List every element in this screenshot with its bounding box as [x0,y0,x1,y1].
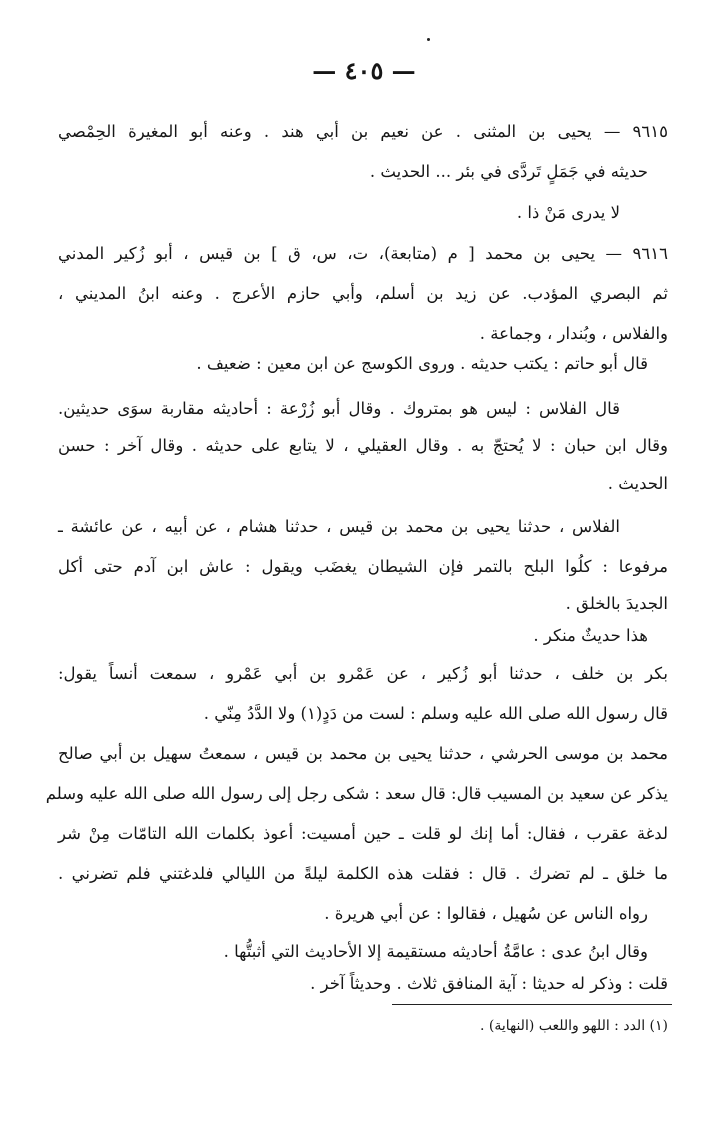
text-line: لا يدرى مَنْ ذا . [516,203,620,222]
text-line: وقال ابنُ عدى : عامَّةُ أحاديثه مستقيمة إلا الأحاديث التي أثبتُّها . [223,942,648,961]
text-line: حديثه في جَمَلٍ تَردَّى في بئر ... الحديث . [369,162,648,181]
text-line: الجديدَ بالخلق . [565,594,668,613]
text-line: قال رسول الله صلى الله عليه وسلم : لست من دَدٍ(١) ولا الدَّدُ مِنّي . [203,704,668,723]
text-line: الفلاس ، حدثنا يحيى بن محمد بن قيس ، حدثنا هشام ، عن أبيه ، عن عائشة ـ [58,517,620,536]
text-line: وقال ابن حبان : لا يُحتجّ به . وقال العقيلي ، لا يتابع على حديثه . وقال آخر : حسن [58,436,668,455]
text-line: ثم البصري المؤدب. عن زيد بن أسلم، وأبي حازم الأعرج . وعنه ابنُ المديني ، [58,284,668,303]
text-line: بكر بن خلف ، حدثنا أبو زُكير ، عن عَمْرو بن أبي عَمْرو ، سمعت أنساً يقول: [58,664,668,683]
text-line: هذا حديثٌ منكر . [533,626,648,645]
page-number: — ٤٠٥ — [312,56,416,85]
text-line: ٩٦١٦ — يحيى بن محمد [ م (متابعة)، ت، س، ق ] بن قيس ، أبو زُكير المدني [58,244,668,263]
text-line: محمد بن موسى الحرشي ، حدثنا يحيى بن محمد بن قيس ، سمعتُ سهيل بن أبي صالح [58,744,668,763]
text-line: ٩٦١٥ — يحيى بن المثنى . عن نعيم بن أبي هند . وعنه أبو المغيرة الحِمْصي [58,122,668,141]
text-line: الحديث . [607,474,668,493]
text-line: لدغة عقرب ، فقال: أما إنك لو قلت ـ حين أمسيت: أعوذ بكلمات الله التامّات مِنْ شر [58,824,668,843]
footnote: (١) الدد : اللهو واللعب (النهاية) . [479,1018,668,1034]
text-line: قال الفلاس : ليس هو بمتروك . وقال أبو زُرْعة : أحاديثه مقاربة سوَى حديثين. [58,399,620,418]
text-line: رواه الناس عن سُهيل ، فقالوا : عن أبي هريرة . [324,904,648,923]
text-line: قلت : وذكر له حديثا : آية المنافق ثلاث . وحديثاً آخر . [310,974,668,993]
footnote-divider [392,1004,672,1005]
text-line: والفلاس ، وبُندار ، وجماعة . [479,324,668,343]
text-line: قال أبو حاتم : يكتب حديثه . وروى الكوسج عن ابن معين : ضعيف . [196,354,648,373]
text-line: يذكر عن سعيد بن المسيب قال: قال سعد : شكى رجل إلى رسول الله صلى الله عليه وسلم [45,784,668,803]
text-line: ما خلق ـ لم تضرك . قال : فقلت هذه الكلمة ليلةً من الليالي فلدغتني فلم تضرني . [58,864,668,883]
text-line: مرفوعا : كلُوا البلح بالتمر فإن الشيطان يغضَب ويقول : عاش ابن آدم حتى أكل [58,557,668,576]
page-dot [427,38,430,41]
